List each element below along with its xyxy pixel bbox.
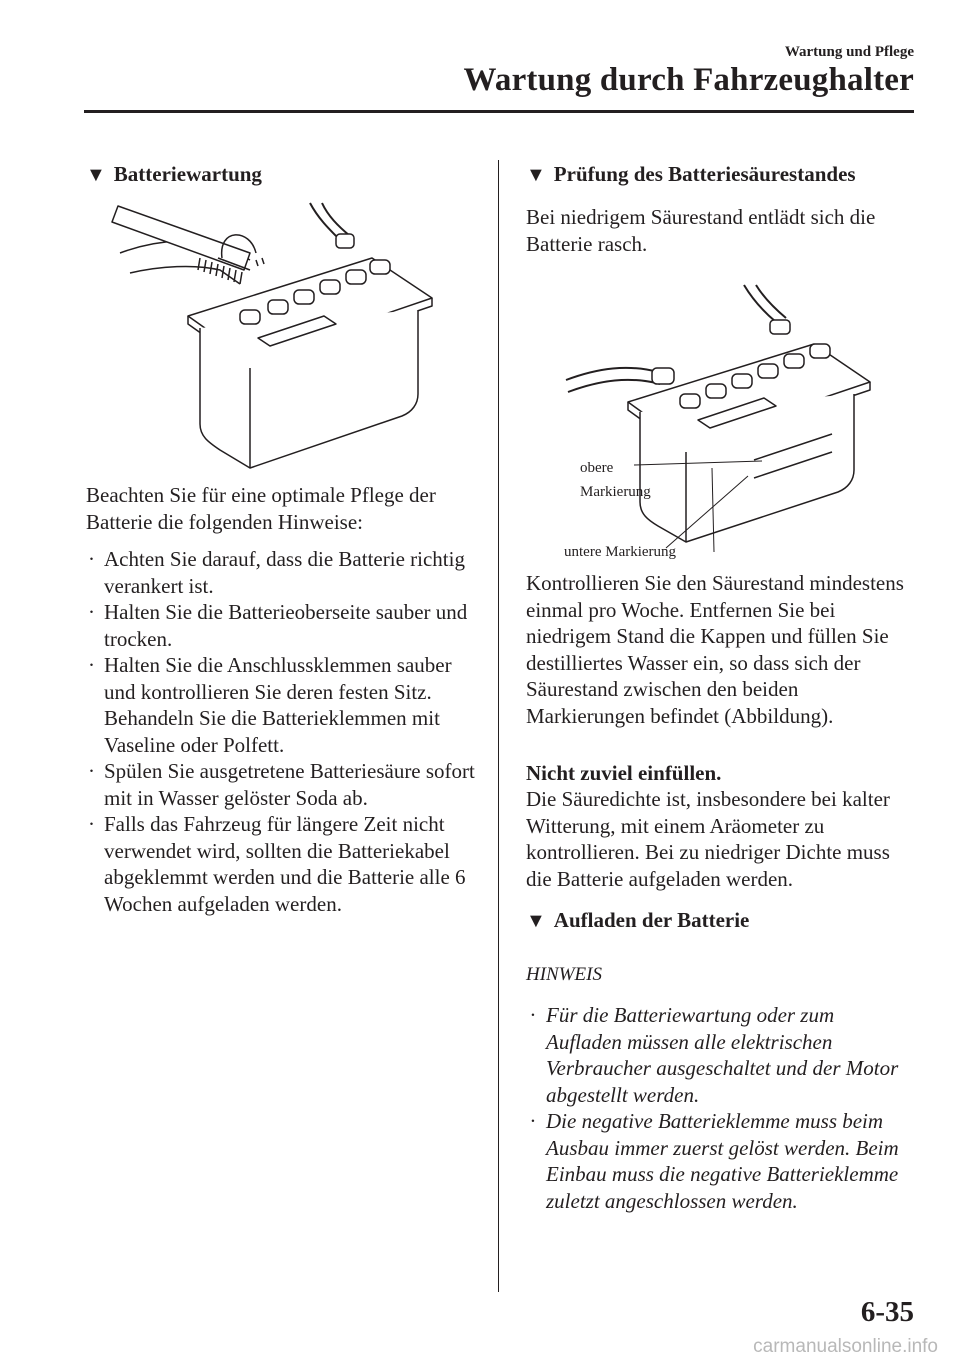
bullet-icon: · [88, 759, 95, 783]
column-divider [498, 160, 499, 1292]
intro-text: Beachten Sie für eine optimale Pflege der Batterie die folgenden Hinweise: [86, 483, 436, 534]
section-label: Wartung und Pflege [784, 44, 914, 60]
list-item: · Spülen Sie ausgetretene Batteriesäure sofort mit in Wasser gelöster Soda ab. [88, 759, 475, 810]
density-text: Die Säuredichte ist, insbesondere bei kalter Witterung, mit einem Aräometer zu kontrollieren. Bei zu niedriger Dichte muss die Batterie aufgeladen werden. [526, 787, 890, 891]
bullet-icon: · [88, 812, 95, 836]
check-text: Kontrollieren Sie den Säurestand mindestens einmal pro Woche. Entfernen Sie bei niedrigem Stand die Kappen und füllen Sie destilliertes Wasser ein, so dass sich der Säurestand zwischen den beiden Markierungen befindet (Abbildung). [526, 571, 904, 728]
upper-mark-label-2: Markierung [580, 484, 651, 500]
heading-text: Aufladen der Batterie [553, 908, 750, 932]
maintenance-list [86, 546, 486, 917]
header-rule [84, 110, 914, 113]
terminal-clamp [336, 234, 354, 248]
note-list [528, 1002, 908, 1214]
list-item: · Halten Sie die Batterieoberseite sauber und trocken. [88, 600, 468, 651]
bullet-icon: · [530, 1109, 536, 1133]
note-label: HINWEIS [526, 964, 602, 985]
negative-cable [566, 368, 658, 380]
heading-aufladen [526, 908, 749, 933]
battery-cleaning-illustration [100, 198, 460, 478]
acid-intro-text: Bei niedrigem Säurestand entlädt sich die Batterie rasch. [526, 205, 876, 256]
negative-terminal [652, 368, 674, 384]
bullet-icon: · [88, 547, 95, 571]
bullet-icon: · [88, 653, 95, 677]
heading-text: Batteriewartung [113, 162, 262, 186]
lower-mark-label: untere Markierung [564, 544, 677, 560]
upper-mark-label-1: obere [580, 460, 614, 476]
triangle-marker-icon: ▼ [526, 164, 546, 186]
warning-text: Nicht zuviel einfüllen. [526, 761, 722, 785]
list-item: · Halten Sie die Anschlussklemmen sauber und kontrollieren Sie deren festen Sitz. Behandeln Sie die Batterieklemmen mit Vaseline oder Polfett. [88, 653, 452, 757]
heading-text: Prüfung des Batteriesäurestandes [553, 162, 856, 186]
list-item: · Falls das Fahrzeug für längere Zeit nicht verwendet wird, sollten die Batteriekabel abgeklemmt werden und die Batterie alle 6 Wochen aufgeladen werden. [88, 812, 466, 916]
list-item: · Für die Batteriewartung oder zum Aufladen müssen alle elektrischen Verbraucher ausgeschaltet und der Motor abgestellt werden. [530, 1003, 899, 1107]
heading-batteriewartung [86, 162, 262, 187]
bullet-icon: · [530, 1003, 536, 1027]
positive-terminal [770, 320, 790, 334]
triangle-marker-icon: ▼ [526, 910, 546, 932]
list-item: · Die negative Batterieklemme muss beim Ausbau immer zuerst gelöst werden. Beim Einbau muss die negative Batterieklemme zuletzt angeschlossen werden. [530, 1109, 899, 1213]
page-title: Wartung durch Fahrzeughalter [463, 62, 914, 98]
watermark: carmanualsonline.info [753, 1336, 938, 1357]
brush-handle [112, 206, 250, 270]
battery-acid-level-illustration [548, 280, 908, 560]
triangle-marker-icon: ▼ [86, 164, 106, 186]
list-item: · Achten Sie darauf, dass die Batterie richtig verankert ist. [88, 547, 465, 598]
bullet-icon: · [88, 600, 95, 624]
page-number: 6-35 [860, 1296, 914, 1328]
heading-saeurestand [526, 162, 856, 187]
